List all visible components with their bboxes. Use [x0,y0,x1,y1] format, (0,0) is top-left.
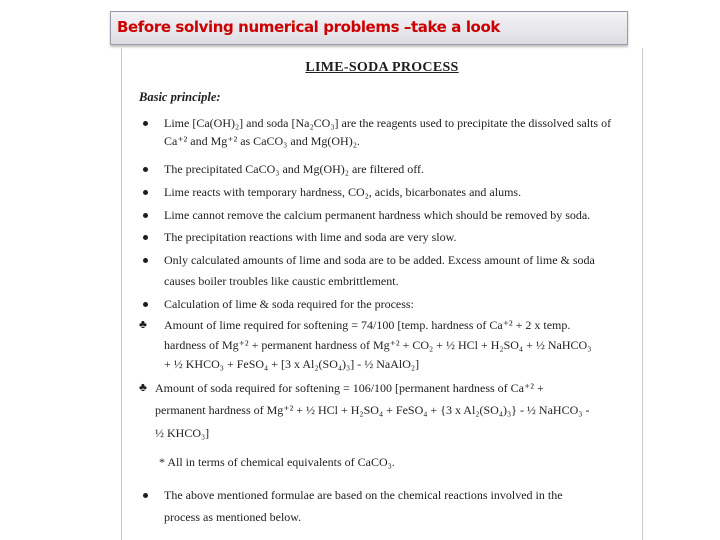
note-text: * All in terms of chemical equivalents of CaCO₃. [159,455,395,469]
club-bullet-icon: ♣ [139,317,147,331]
bullet-text: Lime [Ca(OH)₂] and soda [Na₂CO₃] are the reagents used to precipitate the dissolved salts of [164,116,612,130]
basic-principle-subheading: Basic principle: [139,90,221,104]
bullet-text: causes boiler troubles like caustic embrittlement. [164,274,399,288]
bullet-text: Ca⁺² and Mg⁺² as CaCO₃ and Mg(OH)₂. [164,134,360,148]
formula-text: Amount of lime required for softening = 74/100 [temp. hardness of Ca⁺² + 2 x temp. [164,318,571,332]
formula-text: ½ KHCO₃] [155,426,210,440]
slide-title: Before solving numerical problems –take a look [117,18,500,36]
bullet-dot-icon [143,235,148,240]
bullet-dot-icon [143,258,148,263]
formula-text: hardness of Mg⁺² + permanent hardness of Mg⁺² + CO₂ + ½ HCl + H₂SO₄ + ½ NaHCO₃ [164,338,592,352]
document-heading: LIME-SODA PROCESS [305,60,459,75]
bullet-text: The precipitated CaCO₃ and Mg(OH)₂ are filtered off. [164,162,425,176]
bullet-text: Lime cannot remove the calcium permanent hardness which should be removed by soda. [164,208,591,222]
bullet-dot-icon [143,493,148,498]
formula-text: permanent hardness of Mg⁺² + ½ HCl + H₂SO₄ + FeSO₄ + {3 x Al₂(SO₄)₃} - ½ NaHCO₃ - [155,403,590,417]
bullet-dot-icon [143,302,148,307]
bullet-dot-icon [143,190,148,195]
bullet-text: Only calculated amounts of lime and soda are to be added. Excess amount of lime & soda [164,253,595,267]
bullet-text: The precipitation reactions with lime and soda are very slow. [164,230,457,244]
bullet-dot-icon [143,167,148,172]
bullet-text: Calculation of lime & soda required for the process: [164,297,414,311]
club-bullet-icon: ♣ [139,380,147,394]
bullet-text: Lime reacts with temporary hardness, CO₂, acids, bicarbonates and alums. [164,185,522,199]
document-page [121,48,643,540]
bullet-dot-icon [143,121,148,126]
formula-text: + ½ KHCO₃ + FeSO₄ + [3 x Al₂(SO₄)₃] - ½ NaAlO₂] [164,357,420,371]
bullet-text: The above mentioned formulae are based on the chemical reactions involved in the [164,488,563,502]
bullet-text: process as mentioned below. [164,510,302,524]
slide-title-bar [110,11,628,45]
bullet-dot-icon [143,213,148,218]
formula-text: Amount of soda required for softening = 106/100 [permanent hardness of Ca⁺² + [155,381,544,395]
